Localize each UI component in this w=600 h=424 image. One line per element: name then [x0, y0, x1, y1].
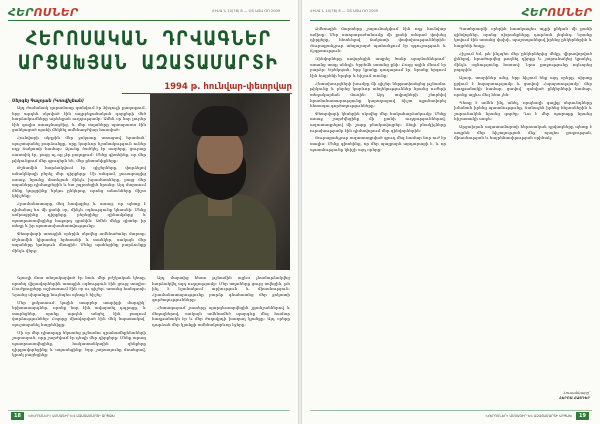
article-paragraph: Մի օր մեր դիտորդը նկատեց թշնամու զրահամեքենաների շարասյուն, որը շարժվում էր դեպի մեր դիրքերը։ Մենք արագ պատրաստվեցինք, հակատանկային զենքերը դիրքավորեցինք և սպասեցինք։ Երբ շարասյունը մոտեցավ, կրակ բացեցինք։ [12, 329, 146, 358]
article-paragraph: Հիշում եմ, թե ինչպես մեր ընկերներից մեկը, վիրավորված լինելով, հրաժարվեց թողնել դիրքը և շարունակեց կրակել, մինչև օգնությունը հասավ։ Նրա քաջությունը ոգևորեց բոլորին։ [454, 50, 592, 73]
header-rule [8, 20, 290, 21]
footer-rule [310, 410, 592, 411]
article-paragraph: Այսօր, տարիներ անց, երբ հիշում ենք այդ օրերը, սիրտը լցվում է հպարտությամբ և ցավով։ Հպարտությամբ՝ մեր հաղթանակի համար, ցավով՝ զոհված ընկերների համար, որոնք այլևս մեզ հետ չեն։ [454, 75, 592, 97]
issue-info: ՀԻՍԱ Ն 10(76) 8 — ՕՏ ԱՏԱ ՌՈ 2009 [310, 9, 379, 13]
article-paragraph: Յուրաքանչյուր ազատագրված գյուղ մեզ համար նոր ուժ էր տալիս։ Մենք գիտեինք, որ մեր պայքարն արդարացի է, և որ պատմությունը կհիշի այդ օրերը։ [310, 135, 446, 152]
article-paragraph: Պատերազմի օրերին հատկապես աչքի ընկան մի քանի զինվորներ, որոնց սխրանքները դարձան լեգենդ։ Նրանք կռվում էին առանց վախի, պաշտպանելով իրենց ընկերներին և հայրենի հողը։ [454, 26, 592, 48]
article-paragraph: Արցախյան ազատամարտի հերոսական դրվագները պետք է ապրեն մեր հիշողության մեջ՝ որպես քաջության, միասնության և հայրենասիրության օրինակ։ [454, 124, 592, 141]
article-headline-line-2: ԱՐՑԱԽՅԱՆ ԱԶԱՏԱՄԱՐՏԻ [18, 51, 280, 74]
soldier-portrait-photo [150, 94, 290, 270]
left-column-top [12, 105, 146, 271]
footer-text: «ՀԵՐՈՍՆԵՐ» ԱՄՍԱԳԻՐ ԵՎ ԱԶԱՏԱՄԱՐՏԻ ԱՐՑԱԽ [28, 414, 115, 418]
right-column-right [454, 26, 592, 378]
footer-rule [8, 410, 290, 411]
page-footer-left [8, 412, 290, 420]
article-paragraph: Այդ ժամանակ զորամասը գտնվում էր Ֆիզուլի քաղաքում, երբ արդեն սկսված էին ադրբեջանական զորքերի մեծ հարձակումները արևելյան ուղղությամբ։ Ամեն օր նոր լուրեր էին գալիս առաջնագծից, և մեր տղաները պատրաստ էին ցանկացած պահի մեկնել ամենադժվար հատված։ [12, 105, 146, 133]
article-paragraph: Մեր ջոկատում կային տարբեր տարիքի մարդիկ՝ երիտասարդներ, որոնք նոր էին ավարտել դպրոցը, և տարեցներ, որոնք արդեն անցել էին բազում փորձություններ։ Բոլորը միավորված էին մեկ նպատակով՝ պաշտպանել հայրենիքը։ [12, 299, 146, 327]
article-paragraph: Զինվորները սովորեցին ապրել ծանր պայմաններում՝ առանց տաք սննդի, երբեմն առանց քնի։ Բայց ոգին մնում էր բարձր։ Երեկոյան, երբ կրակը դադարում էր, նրանք երգում էին հայրենի երգեր և հիշում տունը։ [310, 56, 446, 78]
article-paragraph: Հետախույզների խումբը մի գիշեր ներթափանցեց թշնամու թիկունք և բերեց կարևոր տեղեկություններ նրանց ուժերի տեղակայման մասին։ Այդ տվյալների շնորհիվ հրամանատարությունը կարողացավ ճիշտ պլանավորել հետագա գործողությունները։ [310, 80, 446, 109]
footer-text: «ՀԵՐՈՍՆԵՐ» ԱՄՍԱԳԻՐ ԵՎ ԱԶԱՏԱՄԱՐՏԻ ԱՐՑԱԽ [485, 414, 572, 418]
article-headline-line-1: ՀԵՐՈՍԱԿԱՆ ԴՐՎԱԳՆԵՐ [25, 27, 273, 50]
article-paragraph: Թշնամին հարձակվում էր գիշերները, փորձելով անակնկալի բերել մեր դիրքերը։ Մի անգամ, լուսաբացից առաջ, նրանք մոտեցան մինչև խրամատները, բայց մեր տղաները դիմադրեցին և ետ շպրտեցին նրանց։ Այդ մարտում մենք կորցրինք երկու ընկերոջ, որոնց անունները միշտ կհիշենք։ [12, 165, 146, 199]
left-column-right-bottom [152, 275, 290, 405]
article-paragraph: Փետրվարի կեսերին սկսվեց մեր հակահարձակումը։ Մենք առաջ շարժվեցինք մի քանի ուղղություններով, ազատագրելով մի շարք բնակավայրեր։ Տեղի բնակիչները ուրախությամբ էին դիմավորում մեր զինվորներին։ [310, 110, 446, 133]
magazine-logo: ՀԵՐՈՍՆԵՐ [8, 6, 79, 19]
article-paragraph: Հրամանատարը մեզ հավաքեց և ասաց, որ պետք է դիմանալ ևս մի քանի օր, մինչև օգնությունը կհասնի։ Մենք ամրացրինք դիրքերը, բերեցինք զինամթերք և պատրաստվեցինք հաջորդ գրոհին։ Ամեն մեկը գիտեր իր տեղը և իր պատասխանատվությունը։ [12, 201, 146, 229]
left-column-bottom [12, 275, 146, 405]
article-paragraph: Այդ մարտից հետո թշնամին այլևս չհամարձակվեց հարձակվել այդ ուղղությամբ։ Մեր տղաները ցույց տվեցին, թե ինչ է նշանակում արիություն և միասնություն։ Հրամանատարությունը բարձր գնահատեց մեր ջոկատի գործողությունները։ [152, 275, 290, 303]
right-column-left [310, 26, 446, 406]
article-paragraph: Ձմեռային մարտերը շարունակվում էին ողջ հունվար ամիսը։ Մեր ստորաբաժանումը մի քանի անգամ փոխեց դիրքերը, հետևելով ճակատի փոփոխություններին։ Յուրաքանչյուր տեղաշարժ պահանջում էր զգուշություն և ճշգրտություն։ [310, 26, 446, 54]
article-byline: Սերգեյ Գալոյան (Կոռվիլեան) [12, 98, 84, 103]
article-paragraph: Պետք է ամեն ինչ անել, որպեսզի գալիք սերունդները իմանան իրենց պատմությունը, ճանաչեն իրենց հերոսներին և շարունակեն նրանց գործը։ Դա է մեր պարտքը նրանց հիշատակի առջև։ [454, 99, 592, 122]
author-caption: Լուսանկարը՝ ՀԵՐՈՍ ՀԱՅԴԵՐ [559, 390, 590, 400]
right-page [302, 0, 600, 424]
magazine-logo: ՀԵՐՈՍՆԵՐ [521, 6, 592, 19]
page-number: 18 [11, 412, 24, 420]
article-paragraph: Հետագայում շատերը պարգևատրվեցին շքանշաններով և մեդալներով, սակայն ամենամեծ պարգևը մեզ համար հաղթանակն էր և մեր ժողովրդի խաղաղ կյանքը։ Այդ օրերը դարձան մեր կյանքի ամենակարևոր էջերը։ [152, 305, 290, 327]
page-number: 19 [576, 412, 589, 420]
left-page [0, 0, 298, 424]
article-paragraph: Փետրվարի առաջին օրերին սկսվեց ամենածանր մարտը։ Թշնամին կիրառեց հրետանի և տանկեր, սակայն մեր տղաները կանգուն մնացին։ Մենք պահեցինք բարձունքը մինչև վերջ։ [12, 231, 146, 253]
page-footer-right [310, 412, 592, 420]
header-rule [310, 20, 592, 21]
year-tag: 1994 թ. հունվար-փետրվար [122, 81, 292, 94]
article-paragraph: Հունվարի սկզբին մեր ջոկատը ստացավ հրաման՝ պաշտպանել բարձունքը, որը կարևոր նշանակություն ուներ ողջ ճակատի համար։ Ձյունը ծածկել էր սարերը, ցուրտը սաստիկ էր, բայց ոչ ոք չէր բողոքում։ Մենք գիտեինք, որ մեր թիկունքում մեր գյուղերն են, մեր ընտանիքները։ [12, 135, 146, 163]
article-paragraph: Գյուղի մոտ տեղակայված էր նաև մեր բժշկական կետը, որտեղ վիրավորներին առաջին օգնություն էին ցույց տալիս։ Բուժքույրերը աշխատում էին օր ու գիշեր, առանց հանգստի։ Նրանց սխրանքը նույնպես պետք է հիշել։ [12, 275, 146, 297]
issue-info: ՀԻՍԱ Ն 10(76) 8 — ՕՏ ԱՏԱ ՌՈ 2009 [212, 9, 281, 13]
